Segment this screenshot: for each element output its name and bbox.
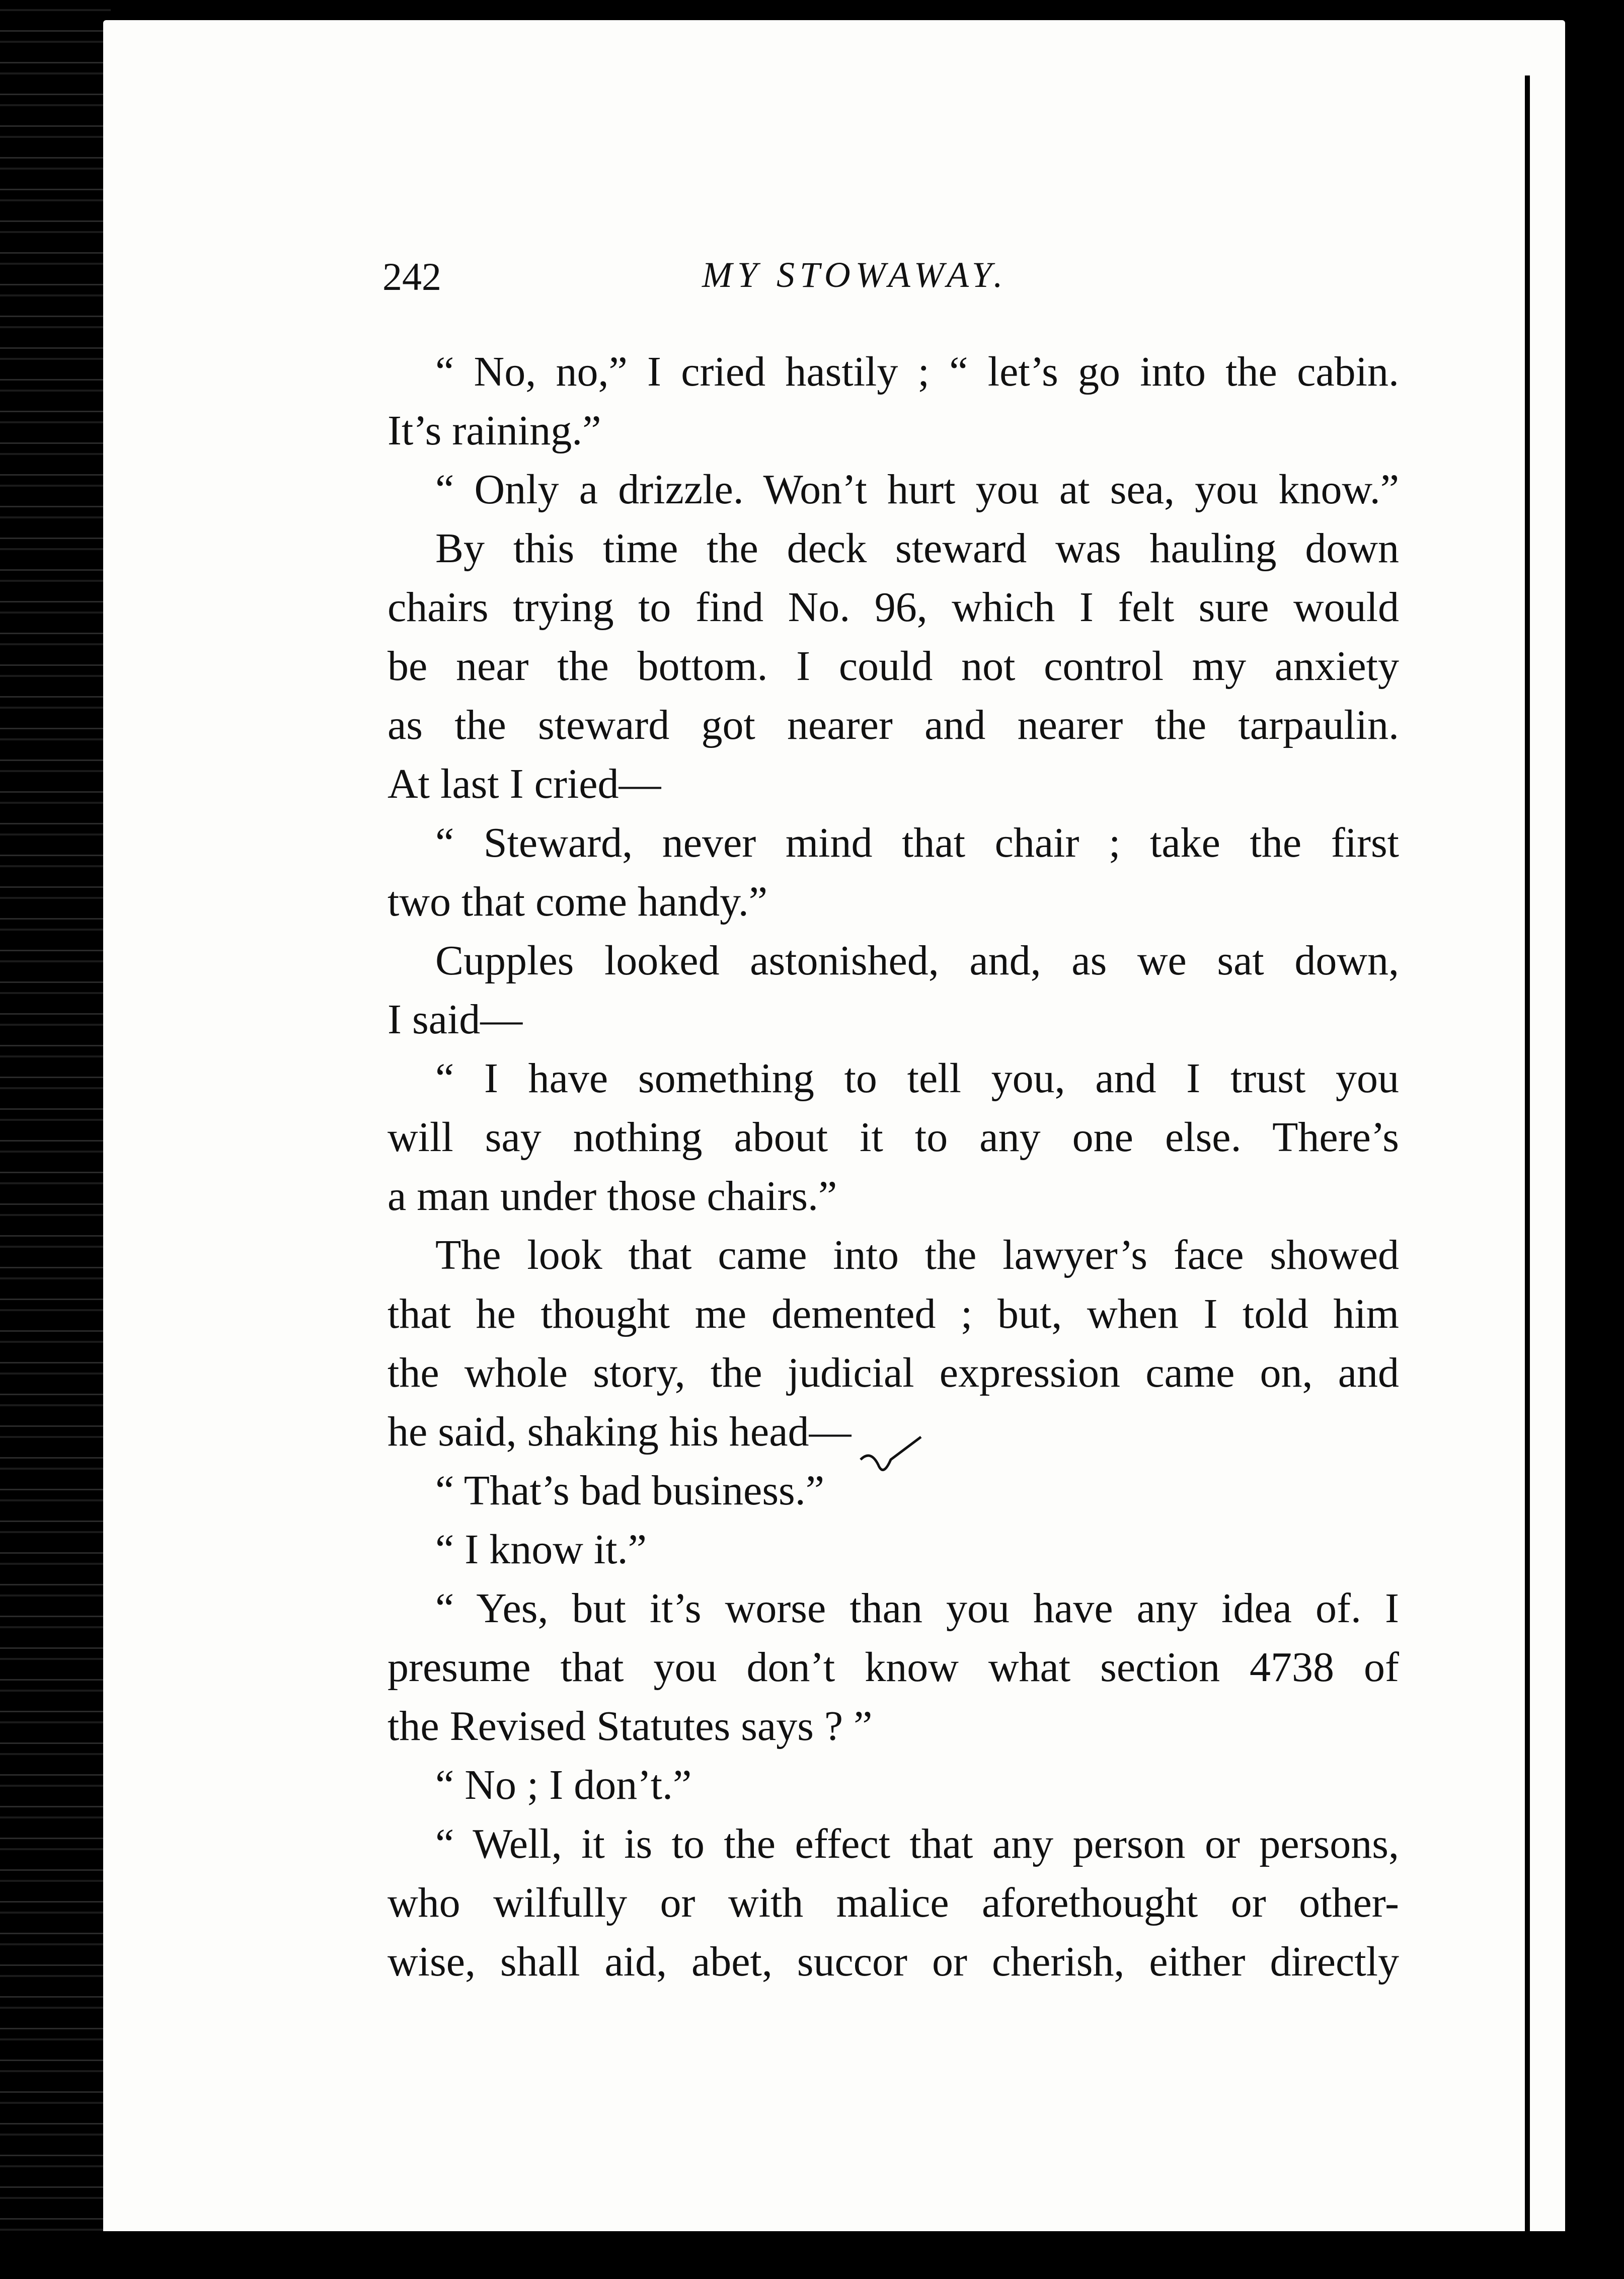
text-line: presume that you don’t know what section 4738 of (388, 1644, 1399, 1691)
pencil-check-mark-icon (856, 1429, 926, 1490)
page-bottom-edge (0, 2231, 1624, 2279)
page-right-edge-line (1525, 75, 1530, 2240)
page-left-edge (0, 0, 111, 2279)
text-line: who wilfully or with malice aforethought or other- (388, 1879, 1399, 1926)
text-line: “ That’s bad business.” (435, 1467, 824, 1514)
text-line: be near the bottom. I could not control my anxiety (388, 643, 1399, 690)
text-line: “ I have something to tell you, and I trust you (435, 1055, 1399, 1102)
text-line: I said— (388, 996, 523, 1043)
text-line: At last I cried— (388, 761, 661, 807)
text-line: chairs trying to find No. 96, which I felt sure would (388, 584, 1399, 631)
text-line: that he thought me demented ; but, when I told him (388, 1290, 1399, 1337)
page-right-edge (1569, 0, 1624, 2279)
text-line: two that come handy.” (388, 878, 767, 925)
text-line: “ I know it.” (435, 1526, 647, 1573)
text-line: It’s raining.” (388, 407, 601, 454)
text-line: the whole story, the judicial expression came on, and (388, 1349, 1399, 1396)
text-line: the Revised Statutes says ? ” (388, 1703, 873, 1750)
text-line: “ No ; I don’t.” (435, 1762, 692, 1808)
text-line: “ No, no,” I cried hastily ; “ let’s go into the cabin. (435, 348, 1399, 395)
text-line: wise, shall aid, abet, succor or cherish, either directly (388, 1938, 1399, 1985)
text-line: “ Steward, never mind that chair ; take the first (435, 819, 1399, 866)
text-line: By this time the deck steward was hauling down (435, 525, 1399, 572)
page-header (0, 254, 1624, 310)
body-text (388, 342, 1399, 1991)
text-line: “ Well, it is to the effect that any person or persons, (435, 1820, 1399, 1867)
text-line: he said, shaking his head— (388, 1408, 852, 1455)
text-line: “ Yes, but it’s worse than you have any idea of. I (435, 1585, 1399, 1632)
page-number: 242 (382, 255, 441, 298)
running-title: MY STOWAWAY. (702, 255, 1008, 295)
text-line: a man under those chairs.” (388, 1173, 837, 1220)
text-line: “ Only a drizzle. Won’t hurt you at sea, you know.” (435, 466, 1399, 513)
text-line: Cupples looked astonished, and, as we sat down, (435, 937, 1399, 984)
text-line: The look that came into the lawyer’s face showed (435, 1232, 1399, 1278)
text-line: will say nothing about it to any one else. There’s (388, 1114, 1399, 1161)
text-line: as the steward got nearer and nearer the tarpaulin. (388, 702, 1399, 748)
